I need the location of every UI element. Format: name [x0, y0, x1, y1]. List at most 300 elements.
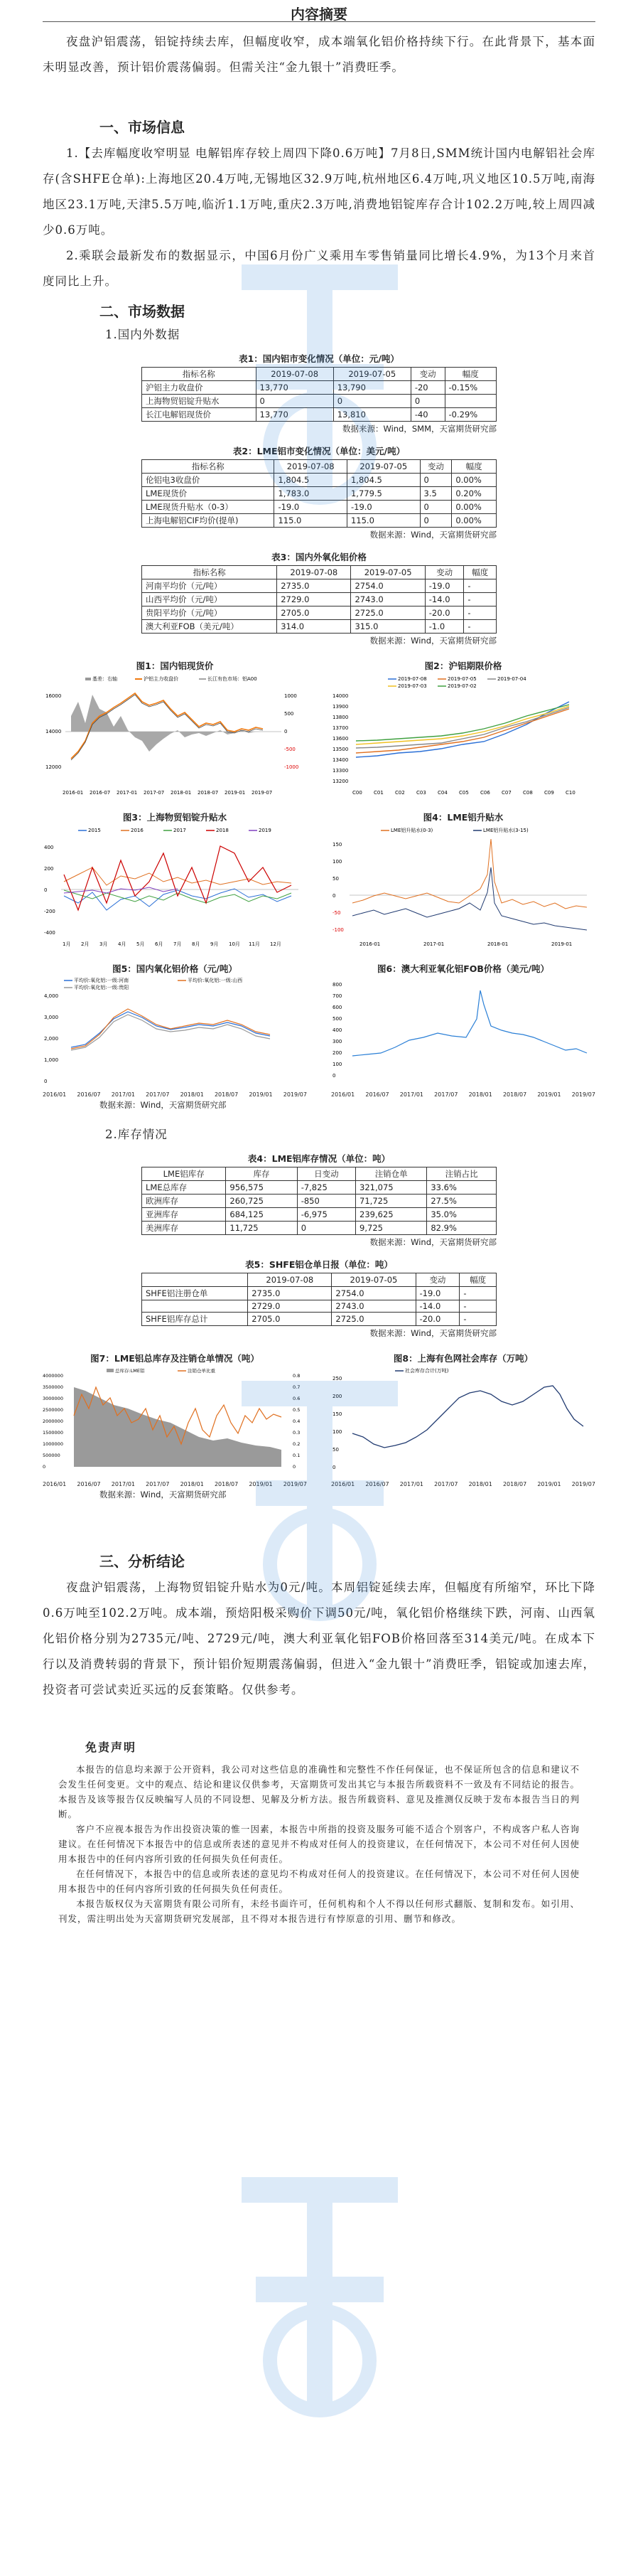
chart-7-xtick-3: 2017/07 [146, 1481, 170, 1487]
chart-7-xtick-1: 2016/07 [77, 1481, 101, 1487]
table-cell: -20 [411, 381, 445, 395]
chart-2-legend-2: 2019-07-04 [497, 676, 526, 682]
watermark-logo [213, 2147, 426, 2446]
chart-3-legend-1: 2016 [131, 828, 144, 833]
chart-3-plot [43, 825, 307, 949]
chart-1-yleft-2: 12000 [45, 764, 62, 770]
chart-2-legend-0: 2019-07-08 [398, 676, 427, 682]
chart-7-ytick-3: 2500000 [43, 1407, 63, 1413]
table-3 [141, 565, 497, 634]
table-cell: -0.29% [445, 408, 497, 422]
table-1 [141, 367, 497, 422]
table-cell [445, 395, 497, 408]
table-4-block [141, 1152, 497, 1248]
table-cell: 0 [420, 514, 452, 528]
chart-8-xtick-6: 2019/01 [537, 1481, 561, 1487]
chart-6-xtick-0: 2016/01 [331, 1091, 355, 1098]
chart-8-xtick-3: 2017/07 [434, 1481, 458, 1487]
chart-2-xtick-5: C05 [459, 790, 469, 796]
table-header-cell: 幅度 [464, 566, 497, 579]
table-cell: 2754.0 [351, 579, 425, 593]
chart-6-xtick-1: 2016/07 [365, 1091, 389, 1098]
table-header-cell: 变动 [411, 368, 445, 381]
chart-7-xtick-0: 2016/01 [43, 1481, 67, 1487]
chart-7-ytick-6: 1000000 [43, 1441, 63, 1447]
table-cell: -6,975 [297, 1208, 355, 1222]
table-cell: 亚洲库存 [142, 1208, 226, 1222]
chart-7-legend-1: 注销仓单比重 [188, 1368, 215, 1374]
chart-7-yright-0: 0.8 [293, 1373, 301, 1379]
table-cell: 2705.0 [277, 606, 351, 620]
chart-8-xtick-5: 2018/07 [502, 1481, 527, 1487]
chart-5-ytick-3: 1,000 [44, 1057, 59, 1063]
chart-1-yright-3: -500 [284, 747, 296, 752]
chart-2-xtick-7: C07 [502, 790, 512, 796]
table-cell: -19.0 [416, 1287, 460, 1300]
chart-7-legend-0: 总库存:LME铝 [115, 1368, 145, 1374]
table-cell: -19.0 [274, 501, 347, 514]
table-cell: 0.20% [452, 487, 497, 501]
table-row [142, 1287, 497, 1300]
chart-8-xtick-2: 2017/01 [399, 1481, 424, 1487]
chart-8-xtick-1: 2016/07 [365, 1481, 389, 1487]
chart-5-ytick-4: 0 [44, 1079, 48, 1084]
table-cell: 13,770 [256, 408, 333, 422]
chart-1-xtick-5: 2018-07 [198, 790, 219, 796]
table-cell: 山西平均价（元/吨） [142, 593, 277, 606]
chart-1-legend-1: 沪铝主力收盘价 [144, 676, 178, 682]
chart-6-ytick-8: 0 [332, 1073, 336, 1079]
chart-4-ytick-2: 50 [332, 876, 339, 882]
table-cell: 2735.0 [277, 579, 351, 593]
chart-2-xtick-4: C04 [438, 790, 448, 796]
table-cell: 11,725 [226, 1222, 297, 1235]
table-4-source: 数据来源：Wind，天富期货研究部 [369, 1237, 497, 1247]
chart-5-xtick-2: 2017/01 [111, 1091, 136, 1098]
table-header-row [142, 566, 497, 579]
chart-2-legend-1: 2019-07-05 [448, 676, 477, 682]
table-cell: 0 [297, 1222, 355, 1235]
chart-7-title: 图7：LME铝总库存及注销仓单情况（吨） [90, 1353, 259, 1364]
chart-6-xtick-2: 2017/01 [399, 1091, 424, 1098]
table-cell: 13,790 [333, 381, 411, 395]
chart-5 [43, 962, 307, 1090]
table-cell: 澳大利亚FOB（美元/吨） [142, 620, 277, 634]
chart-2-title: 图2：沪铝期限价格 [424, 661, 502, 671]
chart-8-ytick-4: 50 [332, 1447, 339, 1453]
table-row [142, 487, 497, 501]
table-4-title: 表4：LME铝库存情况（单位：吨） [247, 1153, 391, 1164]
table-cell: -20.0 [425, 606, 464, 620]
chart-7-yright-6: 0.2 [293, 1441, 301, 1447]
table-cell: 239,625 [356, 1208, 427, 1222]
chart-6-ytick-0: 800 [332, 982, 342, 988]
chart-4-title: 图4：LME铝升贴水 [423, 812, 504, 823]
chart-8-plot [331, 1366, 595, 1480]
table-cell: - [460, 1300, 497, 1313]
table-row [142, 501, 497, 514]
table-3-source: 数据来源：Wind，天富期货研究部 [369, 636, 497, 646]
chart-3-xtick-1: 2月 [81, 941, 90, 947]
chart-5-xtick-7: 2019/07 [283, 1091, 307, 1098]
table-2-source: 数据来源：Wind，天富期货研究部 [369, 530, 497, 540]
disclaimer-para-4: 本报告版权仅为天富期货有限公司所有，未经书面许可，任何机构和个人不得以任何形式翻版、复制和发布。如引用、刊发，需注明出处为天富期货研究发展部，且不得对本报告进行有悖原意的引用、删节和修改。 [58, 1898, 580, 1924]
table-5-block [141, 1258, 497, 1339]
chart-2-ytick-0: 14000 [332, 693, 349, 699]
chart-5-plot [43, 976, 307, 1090]
chart-2-ytick-1: 13900 [332, 704, 349, 710]
table-cell: - [460, 1313, 497, 1326]
table-header-cell: 2019-07-08 [277, 566, 351, 579]
table-cell: 315.0 [351, 620, 425, 634]
chart-1-yleft-1: 14000 [45, 729, 62, 734]
chart-1-plot [43, 673, 307, 798]
chart-4-legend-1: LME铝升贴水(3-15) [483, 828, 529, 833]
chart-7-xticks [43, 1481, 307, 1487]
chart-6-ytick-2: 600 [332, 1005, 342, 1010]
chart-8-xticks [331, 1481, 595, 1487]
chart-8-title: 图8：上海有色网社会库存（万吨） [393, 1353, 534, 1364]
chart-5-ytick-1: 3,000 [44, 1015, 59, 1020]
table-cell: 260,725 [226, 1195, 297, 1208]
chart-7-ytick-8: 0 [43, 1464, 46, 1470]
table-4 [141, 1167, 497, 1235]
table-cell: 2729.0 [248, 1300, 332, 1313]
table-row [142, 1181, 497, 1195]
table-row [142, 408, 497, 422]
chart-3-xtick-10: 11月 [249, 941, 260, 947]
table-cell: -20.0 [416, 1313, 460, 1326]
chart-2-legend-3: 2019-07-03 [398, 683, 427, 689]
table-cell: 2743.0 [351, 593, 425, 606]
chart-1-yright-1: 500 [284, 711, 294, 717]
chart-4-ytick-0: 150 [332, 842, 342, 848]
chart-3-xtick-6: 7月 [173, 941, 182, 947]
chart-2-ytick-3: 13700 [332, 725, 349, 731]
chart-5-xtick-3: 2017/07 [146, 1091, 170, 1098]
disclaimer-para-2: 客户不应视本报告为作出投资决策的惟一因素，本报告中所指的投资及服务可能不适合个别客户，不构成客户私人咨询建议。在任何情况下本报告中的信息或所表述的意见并不构成对任何人的投资建议，在任何情况下，本公司不对任何人因使用本报告中的任何内容所引致的任何损失负任何责任。 [58, 1824, 580, 1864]
table-header-cell: 2019-07-08 [248, 1273, 332, 1287]
table-cell: 2754.0 [332, 1287, 416, 1300]
chart-7-ytick-0: 4000000 [43, 1373, 63, 1379]
chart-5-series-henan [71, 1012, 270, 1047]
chart-3-xtick-2: 3月 [99, 941, 108, 947]
table-header-cell: 2019-07-05 [347, 460, 420, 474]
table-cell: 2725.0 [351, 606, 425, 620]
table-cell: 0 [256, 395, 333, 408]
table-1-block [141, 352, 497, 434]
chart-3-ytick-3: -200 [44, 909, 55, 914]
charts-row-4-source: 数据来源：Wind，天富期货研究部 [99, 1490, 227, 1500]
chart-6 [331, 962, 595, 1090]
table-1-source: 数据来源：Wind，SMM，天富期货研究部 [342, 424, 497, 434]
chart-5-xtick-4: 2018/01 [180, 1091, 204, 1098]
chart-1-xtick-6: 2019-01 [225, 790, 246, 796]
chart-4-legend-0: LME铝升贴水(0-3) [391, 828, 433, 833]
chart-3-xtick-9: 10月 [229, 941, 240, 947]
chart-1-yright-2: 0 [284, 729, 288, 734]
table-header-cell: 幅度 [460, 1273, 497, 1287]
chart-row-3-xaxis [43, 1090, 595, 1098]
chart-2-xtick-2: C02 [395, 790, 405, 796]
chart-7-ytick-5: 1500000 [43, 1430, 63, 1436]
table-header-cell: 变动 [425, 566, 464, 579]
table-header-row [142, 1167, 497, 1181]
conclusion-paragraph: 夜盘沪铝震荡，上海物贸铝锭升贴水为0元/吨。本周铝锭延续去库，但幅度有所缩窄，环比下降0.6万吨至102.2万吨。成本端，预焙阳极采购价下调50元/吨，氧化铝价格继续下跌，河南、山西氧化铝价格分别为2735元/吨、2729元/吨，澳大利亚氧化铝FOB价格回落至314美元/吨。在成本下行以及消费转弱的背景下，预计铝价短期震荡偏弱，但进入“金九银十”消费旺季，铝锭或加速去库，投资者可尝试卖近买远的反套策略。仅供参考。 [43, 1581, 595, 1696]
table-row [142, 1208, 497, 1222]
table-row [142, 593, 497, 606]
table-cell: -40 [411, 408, 445, 422]
chart-1-legend-0: 基差：右轴 [92, 676, 117, 682]
chart-7-total-stock-area [74, 1387, 281, 1467]
chart-1-xtick-3: 2017-07 [144, 790, 165, 796]
chart-5-xticks [43, 1091, 307, 1098]
table-cell: 2705.0 [248, 1313, 332, 1326]
table-cell: LME现货价 [142, 487, 274, 501]
chart-2-xtick-9: C09 [544, 790, 554, 796]
chart-1-xtick-0: 2016-01 [63, 790, 84, 796]
chart-7-yright-5: 0.3 [293, 1430, 301, 1436]
table-cell: - [464, 620, 497, 634]
chart-3-ytick-2: 0 [44, 887, 48, 893]
chart-row-3 [43, 962, 595, 1090]
table-row [142, 1313, 497, 1326]
table-cell: 沪铝主力收盘价 [142, 381, 256, 395]
chart-2-ytick-4: 13600 [332, 736, 349, 742]
chart-2-xtick-1: C01 [374, 790, 384, 796]
chart-1-basis-area [71, 695, 263, 752]
chart-6-xtick-4: 2018/01 [468, 1091, 492, 1098]
market-info-item-2: 2.乘联会最新发布的数据显示，中国6月份广义乘用车零售销量同比增长4.9%，为13个月来首度同比上升。 [43, 249, 595, 288]
table-cell: -0.15% [445, 381, 497, 395]
table-cell: 0.00% [452, 474, 497, 487]
table-2 [141, 459, 497, 528]
chart-5-legend-0: 平均价:氧化铝:一级:河南 [74, 978, 129, 983]
chart-7 [43, 1352, 307, 1480]
table-cell: 贵阳平均价（元/吨） [142, 606, 277, 620]
chart-2-ytick-7: 13300 [332, 768, 349, 774]
chart-3-xtick-5: 6月 [155, 941, 163, 947]
chart-row-1 [43, 659, 595, 798]
table-header-cell: 2019-07-05 [351, 566, 425, 579]
table-2-title: 表2：LME铝市变化情况（单位：美元/吨） [232, 446, 406, 456]
chart-5-legend-2: 平均价:氧化铝:一级:贵阳 [74, 985, 129, 990]
table-cell: 33.6% [427, 1181, 497, 1195]
chart-3-xtick-11: 12月 [270, 941, 281, 947]
table-cell: 71,725 [356, 1195, 427, 1208]
chart-7-plot [43, 1366, 307, 1480]
table-row [142, 474, 497, 487]
section-market-info-title: 一、市场信息 [99, 119, 185, 136]
table-cell: 2735.0 [248, 1287, 332, 1300]
chart-8-ytick-2: 150 [332, 1411, 342, 1417]
chart-5-xtick-5: 2018/07 [214, 1091, 239, 1098]
table-cell: 684,125 [226, 1208, 297, 1222]
chart-row-4-xaxis [43, 1480, 595, 1487]
table-5-title: 表5：SHFE铝仓单日报（单位：吨） [245, 1259, 393, 1270]
table-cell: 2729.0 [277, 593, 351, 606]
table-3-block [141, 550, 497, 646]
table-5-source: 数据来源：Wind，天富期货研究部 [369, 1328, 497, 1338]
table-cell: 上海电解铝CIF均价(提单) [142, 514, 274, 528]
chart-3-xtick-7: 8月 [192, 941, 200, 947]
chart-3 [43, 811, 307, 949]
chart-2-xtick-8: C08 [523, 790, 533, 796]
chart-6-ytick-3: 500 [332, 1016, 342, 1022]
table-cell: 82.9% [427, 1222, 497, 1235]
chart-3-xtick-8: 9月 [210, 941, 219, 947]
chart-2-xtick-3: C03 [416, 790, 426, 796]
table-header-cell [142, 1273, 248, 1287]
chart-8-ytick-1: 200 [332, 1394, 342, 1399]
charts-row-3-source: 数据来源：Wind，天富期货研究部 [99, 1100, 227, 1110]
chart-1-xticks [63, 790, 272, 796]
table-header-row [142, 1273, 497, 1287]
table-header-cell: 幅度 [445, 368, 497, 381]
chart-5-xtick-0: 2016/01 [43, 1091, 67, 1098]
chart-5-title: 图5：国内氧化铝价格（元/吨） [112, 963, 237, 974]
chart-2-ytick-5: 13500 [332, 747, 349, 752]
chart-1-xtick-7: 2019-07 [252, 790, 273, 796]
chart-3-legend-3: 2018 [216, 828, 229, 833]
table-cell: - [464, 579, 497, 593]
chart-6-ytick-6: 200 [332, 1050, 342, 1056]
chart-1-title: 图1：国内铝现货价 [136, 661, 214, 671]
chart-6-ytick-1: 700 [332, 993, 342, 999]
chart-7-ytick-1: 3500000 [43, 1384, 63, 1390]
chart-4-series-0-3 [352, 839, 587, 909]
table-3-title: 表3：国内外氧化铝价格 [271, 552, 367, 562]
disclaimer-para-3: 在任何情况下，本报告中的信息或所表述的意见均不构成对任何人的投资建议。在任何情况下，本公司不对任何人因使用本报告中的任何内容所引致的任何损失负任何责任。 [58, 1869, 580, 1894]
chart-3-ytick-1: 200 [44, 866, 54, 872]
chart-1-yright-4: -1000 [284, 764, 299, 770]
chart-4-xtick-3: 2019-01 [551, 941, 573, 947]
chart-5-legend-1: 平均价:氧化铝:一级:山西 [188, 978, 243, 983]
chart-1-yright-0: 1000 [284, 693, 297, 699]
table-cell: -1.0 [425, 620, 464, 634]
table-cell: 1,804.5 [347, 474, 420, 487]
table-header-cell: 日变动 [297, 1167, 355, 1181]
chart-2-xtick-10: C10 [566, 790, 575, 796]
chart-6-xtick-7: 2019/07 [571, 1091, 595, 1098]
chart-8-xtick-0: 2016/01 [331, 1481, 355, 1487]
table-cell: 长江电解铝现货价 [142, 408, 256, 422]
table-cell: -19.0 [347, 501, 420, 514]
table-cell: 115.0 [347, 514, 420, 528]
table-cell: 2725.0 [332, 1313, 416, 1326]
chart-7-yright-2: 0.6 [293, 1396, 301, 1401]
table-row [142, 381, 497, 395]
chart-1-xtick-2: 2017-01 [117, 790, 138, 796]
chart-5-ytick-2: 2,000 [44, 1036, 59, 1042]
table-cell: 1,783.0 [274, 487, 347, 501]
chart-4-xtick-0: 2016-01 [359, 941, 381, 947]
table-cell: 1,779.5 [347, 487, 420, 501]
chart-6-xtick-3: 2017/07 [434, 1091, 458, 1098]
table-cell: 1,804.5 [274, 474, 347, 487]
chart-1-xtick-4: 2018-01 [171, 790, 192, 796]
table-cell: 314.0 [277, 620, 351, 634]
table-cell: -19.0 [425, 579, 464, 593]
page-title: 内容摘要 [291, 6, 347, 23]
chart-2-series-0708 [356, 702, 569, 757]
table-row [142, 606, 497, 620]
table-cell [142, 1300, 248, 1313]
table-header-cell: 变动 [420, 460, 452, 474]
chart-3-xtick-0: 1月 [63, 941, 71, 947]
table-row [142, 1300, 497, 1313]
table-row [142, 1222, 497, 1235]
table-cell: - [464, 606, 497, 620]
chart-row-2 [43, 811, 595, 949]
chart-3-xtick-3: 4月 [118, 941, 126, 947]
chart-8-xtick-7: 2019/07 [571, 1481, 595, 1487]
chart-6-ytick-4: 400 [332, 1027, 342, 1033]
chart-8-ytick-3: 100 [332, 1429, 342, 1435]
chart-7-yright-7: 0.1 [293, 1453, 301, 1458]
chart-7-yright-8: 0 [293, 1464, 296, 1470]
table-cell: 2743.0 [332, 1300, 416, 1313]
table-header-row [142, 368, 497, 381]
table-cell: 0.00% [452, 514, 497, 528]
chart-8-legend-0: 社会库存合计(万吨) [405, 1368, 449, 1374]
chart-3-title: 图3：上海物贸铝锭升贴水 [122, 812, 227, 823]
chart-1 [43, 659, 307, 798]
chart-2-xtick-6: C06 [480, 790, 490, 796]
table-cell: 956,575 [226, 1181, 297, 1195]
table-cell: 35.0% [427, 1208, 497, 1222]
chart-7-yright-4: 0.4 [293, 1418, 301, 1424]
chart-7-ytick-2: 3000000 [43, 1396, 63, 1401]
chart-8-social-stock [352, 1386, 583, 1448]
table-cell: LME现货升贴水（0-3） [142, 501, 274, 514]
table-cell: 13,770 [256, 381, 333, 395]
table-row [142, 620, 497, 634]
chart-6-xtick-5: 2018/07 [502, 1091, 527, 1098]
chart-8-ytick-0: 250 [332, 1376, 342, 1381]
table-cell: SHFE铝注册仓单 [142, 1287, 248, 1300]
table-cell: - [460, 1287, 497, 1300]
table-header-cell: 指标名称 [142, 460, 274, 474]
chart-row-4 [43, 1352, 595, 1480]
table-header-cell: 2019-07-08 [256, 368, 333, 381]
summary-paragraph: 夜盘沪铝震荡，铝锭持续去库，但幅度收窄，成本端氧化铝价格持续下行。在此背景下，基本面未明显改善，预计铝价震荡偏弱。但需关注“金九银十”消费旺季。 [43, 35, 595, 74]
table-header-cell: 注销占比 [427, 1167, 497, 1181]
table-cell: 115.0 [274, 514, 347, 528]
table-cell: -14.0 [425, 593, 464, 606]
subheading-inventory: 2.库存情况 [105, 1128, 168, 1141]
table-cell: 13,810 [333, 408, 411, 422]
table-cell: -850 [297, 1195, 355, 1208]
table-cell: 0.00% [452, 501, 497, 514]
table-cell: 9,725 [356, 1222, 427, 1235]
table-header-cell: 2019-07-08 [274, 460, 347, 474]
chart-4-xtick-1: 2017-01 [423, 941, 445, 947]
chart-2-ytick-2: 13800 [332, 715, 349, 720]
disclaimer-para-1: 本报告的信息均来源于公开资料，我公司对这些信息的准确性和完整性不作任何保证，也不保证所包含的信息和建议不会发生任何变更。文中的观点、结论和建议仅供参考，天富期货可发出其它与本报告所载资料不一致及有不同结论的报告。本报告及该等报告仅反映编写人员的不同设想、见解及分析方法。报告所载资料、意见及推测仅反映于发布本报告当日的判断。 [58, 1764, 580, 1819]
table-header-cell: 2019-07-05 [332, 1273, 416, 1287]
chart-6-ytick-7: 100 [332, 1062, 342, 1067]
table-row [142, 514, 497, 528]
disclaimer-title: 免责声明 [85, 1741, 137, 1754]
chart-3-legend-2: 2017 [173, 828, 186, 833]
section-market-data-title: 二、市场数据 [99, 303, 185, 320]
table-cell: 欧洲库存 [142, 1195, 226, 1208]
chart-4-series-3-15 [352, 867, 587, 930]
table-1-title: 表1：国内铝市变化情况（单位：元/吨） [239, 353, 399, 364]
chart-8-xtick-4: 2018/01 [468, 1481, 492, 1487]
table-cell: 伦铝电3收盘价 [142, 474, 274, 487]
